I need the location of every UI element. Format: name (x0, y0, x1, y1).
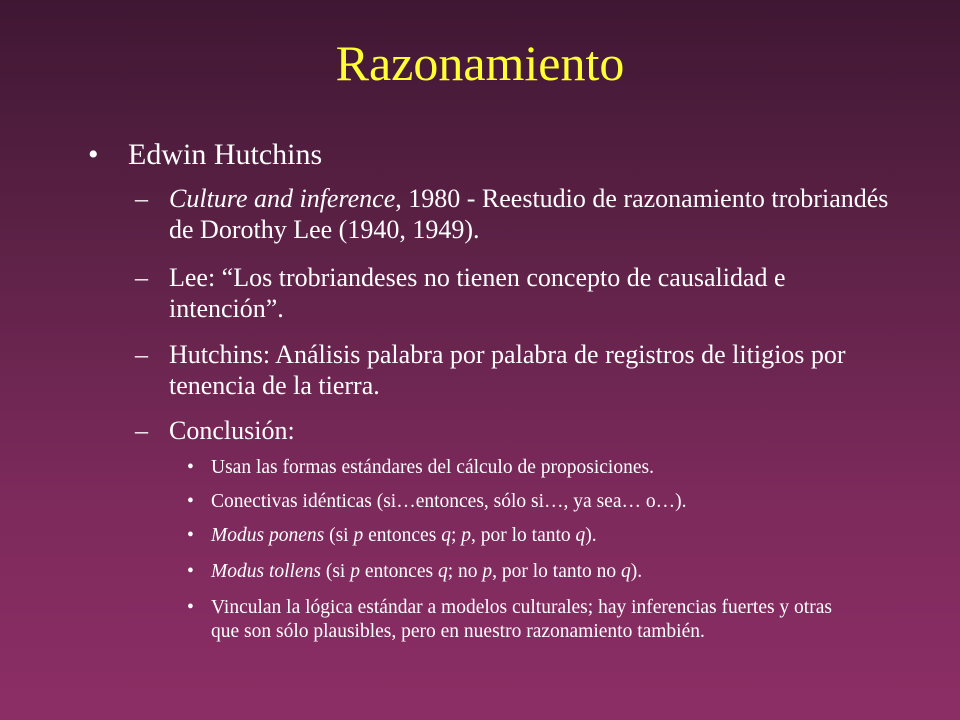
conclusion-item (187, 456, 907, 480)
sub-item-lee (135, 262, 895, 324)
conclusion-text: Modus tollens (si p entonces q; no p, por lo tanto no q). (211, 561, 643, 582)
dash-icon: – (135, 263, 148, 292)
bullet-icon: • (187, 597, 194, 618)
conclusion-text: Conectivas idénticas (si…entonces, sólo si…, ya sea… o…). (211, 491, 687, 512)
sub-item-text: Hutchins: Análisis palabra por palabra de registros de litigios por tenencia de la tierra. (169, 340, 846, 400)
sub-item-text: Conclusión: (169, 416, 295, 445)
dash-icon: – (135, 416, 148, 445)
main-bullet (88, 137, 322, 173)
bullet-icon: • (187, 491, 194, 512)
conclusion-item (187, 490, 907, 514)
conclusion-item (187, 596, 907, 644)
conclusion-text: Usan las formas estándares del cálculo de proposiciones. (211, 457, 654, 478)
conclusion-item-modus-ponens (187, 524, 907, 548)
slide-title: Razonamiento (335, 35, 625, 91)
sub-item-conclusion (135, 415, 895, 446)
sub-item-text: Culture and inference, 1980 - Reestudio de razonamiento trobriandés de Dorothy Lee (1940, 1949). (169, 184, 889, 244)
sub-item-culture-inference (135, 183, 895, 245)
conclusion-text: Vinculan la lógica estándar a modelos culturales; hay inferencias fuertes y otras que son sólo plausibles, pero en nuestro razonamiento también. (211, 597, 832, 642)
sub-item-text: Lee: “Los trobriandeses no tienen concepto de causalidad e intención”. (169, 263, 786, 323)
conclusion-text: Modus ponens (si p entonces q; p, por lo tanto q). (211, 525, 597, 546)
dash-icon: – (135, 184, 148, 213)
main-bullet-text: Edwin Hutchins (128, 138, 323, 171)
bullet-icon: • (187, 525, 194, 546)
conclusion-item-modus-tollens (187, 560, 907, 584)
dash-icon: – (135, 340, 148, 369)
bullet-icon: • (187, 561, 194, 582)
bullet-icon: • (187, 457, 194, 478)
sub-item-hutchins (135, 339, 895, 401)
bullet-icon: • (88, 138, 99, 171)
